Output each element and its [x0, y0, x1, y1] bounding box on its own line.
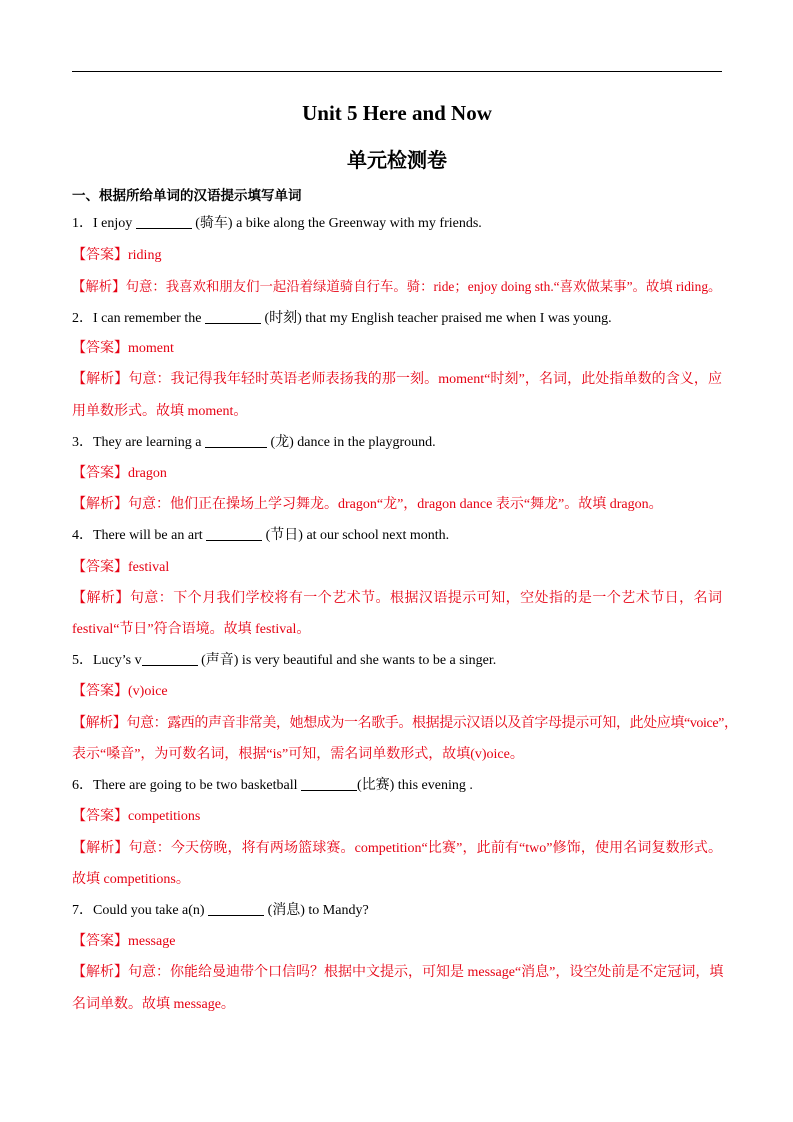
question-text-after: (消息) to Mandy? — [267, 903, 369, 918]
analysis-3 — [72, 495, 722, 515]
answer-label: 【答案】 — [72, 684, 128, 699]
analysis-label: 【解析】 — [72, 497, 128, 512]
question-7 — [72, 901, 722, 921]
analysis-label: 【解析】 — [72, 716, 127, 731]
answer-label: 【答案】 — [72, 341, 128, 356]
answer-label: 【答案】 — [72, 934, 128, 949]
question-number: 1． — [72, 216, 93, 231]
answer-7 — [72, 932, 722, 952]
analysis-label: 【解析】 — [72, 591, 130, 606]
question-text-after: (比赛) this evening . — [356, 778, 473, 793]
analysis-label: 【解析】 — [72, 965, 128, 980]
answer-text: dragon — [128, 466, 167, 481]
answer-blank[interactable] — [136, 214, 192, 229]
answer-blank[interactable] — [301, 776, 357, 791]
analysis-text: 句意：我喜欢和朋友们一起沿着绿道骑自行车。骑：ride；enjoy doing sth.“喜欢做某事”。故填 riding。 — [125, 279, 722, 294]
page-title: Unit 5 Here and Now — [302, 101, 492, 125]
section-title: 一、根据所给单词的汉语提示填写单词 — [72, 188, 302, 204]
analysis-label: 【解析】 — [72, 372, 129, 387]
answer-5 — [72, 682, 722, 702]
analysis-text: 句意：他们正在操场上学习舞龙。dragon“龙”，dragon dance 表示“舞龙”。故填 dragon。 — [128, 497, 663, 512]
question-text-before: They are learning a — [93, 435, 202, 450]
analysis-2-cont — [72, 402, 722, 422]
analysis-text: 句意：下个月我们学校将有一个艺术节。根据汉语提示可知，空处指的是一个艺术节日，名词 — [129, 591, 723, 606]
question-1 — [72, 214, 722, 234]
analysis-4-cont — [72, 620, 722, 640]
question-number: 2． — [72, 311, 93, 326]
analysis-text: 句意：今天傍晚，将有两场篮球赛。competition“比赛”，此前有“two”修饰，使用名词复数形式。 — [128, 841, 722, 856]
analysis-text: 用单数形式。故填 moment。 — [72, 404, 248, 419]
question-text-before: There will be an art — [93, 528, 203, 543]
answer-4 — [72, 558, 722, 578]
question-number: 6． — [72, 778, 93, 793]
question-number: 4． — [72, 528, 93, 543]
question-text-before: Lucy’s v — [93, 653, 142, 668]
analysis-label: 【解析】 — [72, 841, 129, 856]
question-text-after: (节日) at our school next month. — [265, 528, 450, 543]
answer-blank[interactable] — [205, 433, 267, 448]
analysis-6-cont — [72, 870, 722, 890]
analysis-label: 【解析】 — [72, 279, 126, 294]
question-number: 3． — [72, 435, 93, 450]
analysis-1 — [72, 277, 722, 297]
analysis-7 — [72, 963, 722, 983]
question-text-after: (骑车) a bike along the Greenway with my friends. — [195, 216, 482, 231]
answer-blank[interactable] — [205, 309, 261, 324]
question-number: 5． — [72, 653, 93, 668]
analysis-text: 故填 competitions。 — [72, 872, 190, 887]
question-5 — [72, 651, 722, 671]
question-text-before: Could you take a(n) — [93, 903, 205, 918]
answer-text: message — [128, 934, 176, 949]
question-text-after: (时刻) that my English teacher praised me when I was young. — [264, 311, 612, 326]
answer-blank[interactable] — [142, 651, 198, 666]
answer-text: competitions — [128, 809, 201, 824]
answer-label: 【答案】 — [72, 248, 128, 263]
analysis-text: 句意：你能给曼迪带个口信吗？根据中文提示，可知是 message“消息”，设空处前是不定冠词，填 — [128, 965, 724, 980]
answer-2 — [72, 339, 722, 359]
answer-label: 【答案】 — [72, 466, 128, 481]
analysis-text: 表示“嗓音”，为可数名词，根据“is”可知，需名词单数形式，故填(v)oice。 — [72, 747, 524, 762]
answer-3 — [72, 464, 722, 484]
analysis-7-cont — [72, 995, 722, 1015]
analysis-text: 名词单数。故填 message。 — [72, 997, 235, 1012]
answer-1 — [72, 246, 722, 266]
answer-6 — [72, 807, 722, 827]
analysis-text: 句意：我记得我年轻时英语老师表扬我的那一刻。moment“时刻”，名词，此处指单数的含义，应 — [128, 372, 722, 387]
answer-blank[interactable] — [208, 901, 264, 916]
analysis-text: 句意：露西的声音非常美，她想成为一名歌手。根据提示汉语以及首字母提示可知，此处应填“voice”， — [126, 716, 738, 731]
answer-text: moment — [128, 341, 174, 356]
analysis-5-cont — [72, 745, 722, 765]
question-text-after: (声音) is very beautiful and she wants to be a singer. — [201, 653, 497, 668]
answer-blank[interactable] — [206, 526, 262, 541]
answer-text: riding — [128, 248, 162, 263]
question-2 — [72, 309, 722, 329]
analysis-text: festival“节日”符合语境。故填 festival。 — [72, 622, 311, 637]
answer-text: festival — [128, 560, 170, 575]
analysis-6 — [72, 839, 722, 859]
question-6 — [72, 776, 722, 796]
question-4 — [72, 526, 722, 546]
question-number: 7． — [72, 903, 93, 918]
question-text-before: There are going to be two basketball — [93, 778, 298, 793]
analysis-2 — [72, 370, 722, 390]
question-text-before: I can remember the — [93, 311, 202, 326]
question-3 — [72, 433, 722, 453]
question-text-before: I enjoy — [93, 216, 133, 231]
answer-label: 【答案】 — [72, 809, 128, 824]
answer-label: 【答案】 — [72, 560, 128, 575]
analysis-5 — [72, 714, 738, 734]
answer-text: (v)oice — [128, 684, 168, 699]
header-rule — [72, 71, 722, 72]
question-text-after: (龙) dance in the playground. — [270, 435, 436, 450]
page-subtitle: 单元检测卷 — [347, 148, 447, 172]
analysis-4 — [72, 589, 722, 609]
